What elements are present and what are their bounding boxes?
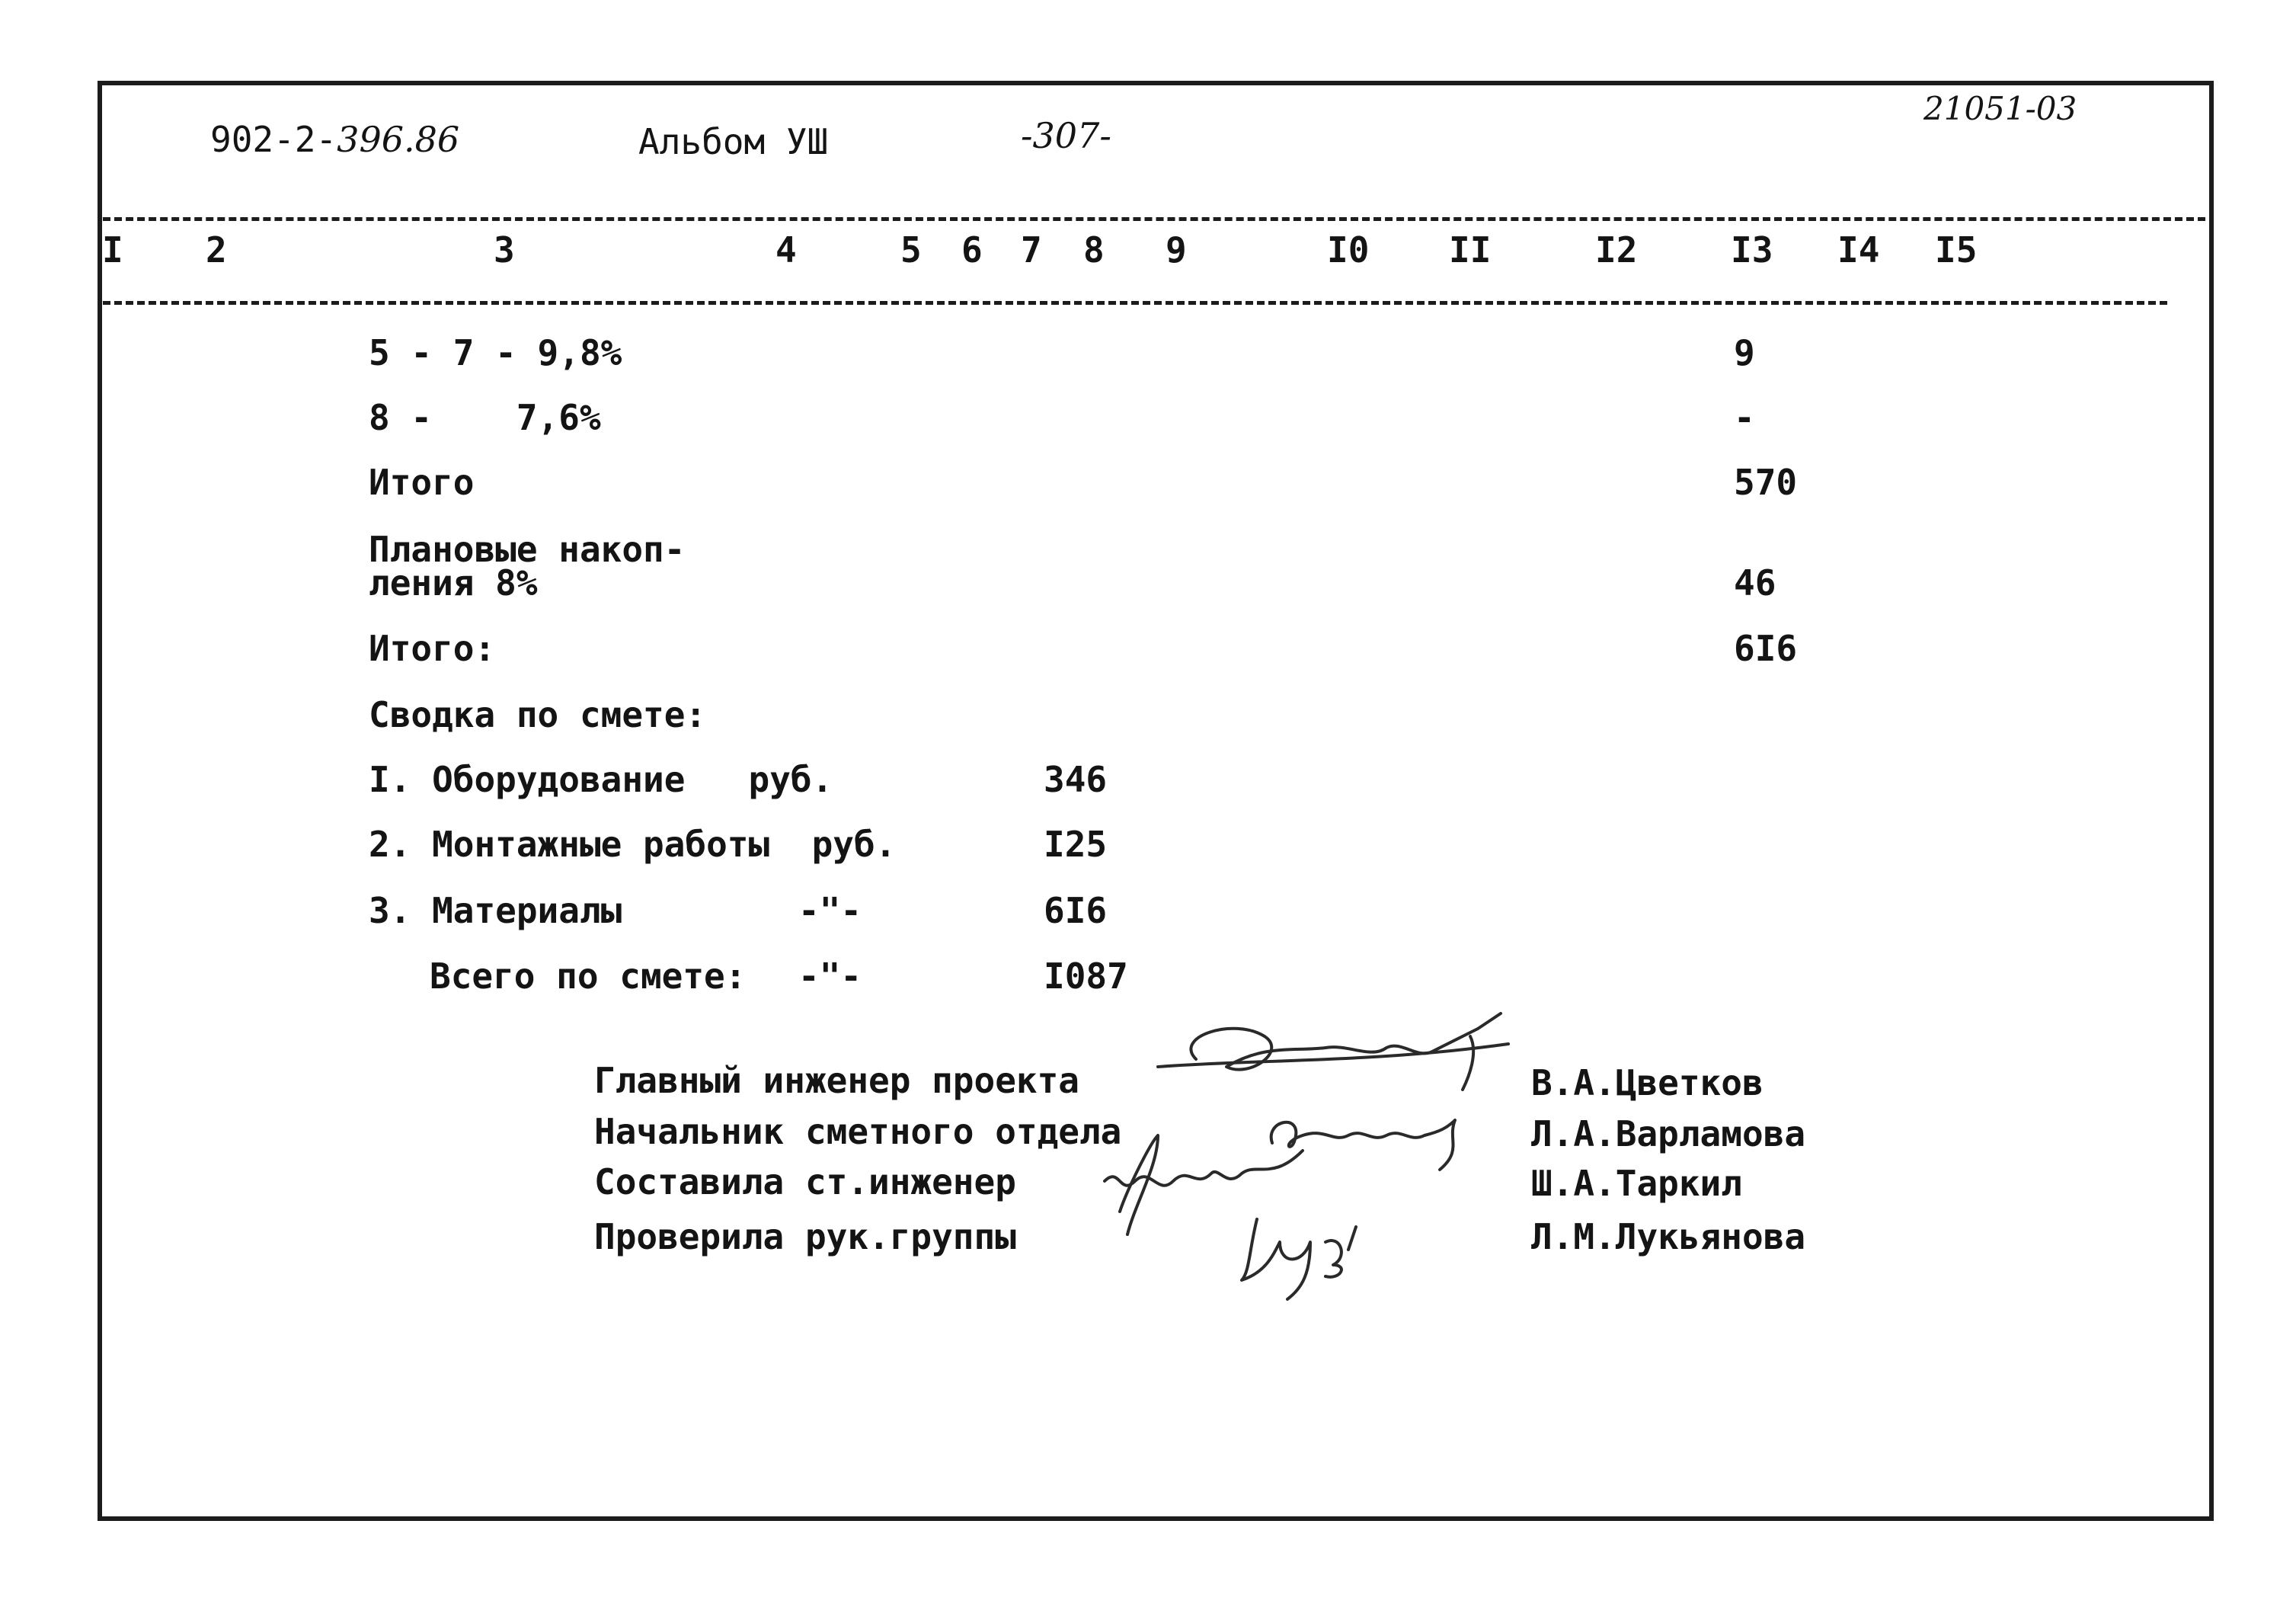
sheet-code: 21051-03 (1923, 90, 2077, 127)
summary-item-1-label: I. Оборудование руб. (369, 759, 833, 800)
row-label-2: 8 - 7,6% (369, 397, 601, 438)
signature-name-2: Л.А.Варламова (1531, 1113, 1806, 1154)
signature-role-2: Начальник сметного отдела (594, 1111, 1122, 1152)
row-label-4-line2: ления 8% (369, 562, 538, 604)
summary-item-2-value: I25 (1044, 824, 1108, 865)
col-header-11: II (1449, 229, 1492, 271)
project-code (210, 119, 460, 160)
col-header-4: 4 (775, 229, 797, 271)
summary-item-2-label: 2. Монтажные работы руб. (369, 824, 897, 865)
signature-role-1: Главный инженер проекта (594, 1060, 1079, 1101)
signature-name-1: В.А.Цветков (1531, 1062, 1764, 1103)
row-value-4: 46 (1734, 562, 1776, 604)
col-header-6: 6 (961, 229, 983, 271)
row-value-1: 9 (1734, 332, 1755, 373)
col-header-3: 3 (494, 229, 515, 271)
row-value-2: - (1734, 397, 1755, 438)
col-header-12: I2 (1595, 229, 1638, 271)
row-label-3: Итого (369, 462, 475, 503)
summary-item-3-value: 6I6 (1044, 890, 1108, 931)
col-header-13: I3 (1731, 229, 1773, 271)
row-value-5: 6I6 (1734, 628, 1798, 669)
header-divider-top (103, 217, 2205, 221)
col-header-5: 5 (900, 229, 922, 271)
header-divider-bottom (103, 301, 2167, 305)
col-header-14: I4 (1837, 229, 1880, 271)
project-code-handwritten: 396.86 (337, 119, 460, 160)
col-header-1: I (102, 229, 123, 271)
summary-title: Сводка по смете: (369, 694, 707, 735)
col-header-8: 8 (1083, 229, 1105, 271)
page-number: -307- (1021, 115, 1111, 156)
document-sheet (98, 81, 2214, 1521)
signature-role-4: Проверила рук.группы (594, 1216, 1016, 1257)
summary-total-label: Всего по смете: (430, 956, 747, 997)
row-value-3: 570 (1734, 462, 1798, 503)
col-header-7: 7 (1021, 229, 1042, 271)
project-code-prefix: 902-2- (210, 119, 337, 160)
col-header-2: 2 (206, 229, 227, 271)
col-header-10: I0 (1327, 229, 1370, 271)
signature-name-4: Л.М.Лукьянова (1531, 1216, 1806, 1257)
col-header-15: I5 (1935, 229, 1978, 271)
summary-item-3-unit: -"- (798, 890, 862, 931)
col-header-9: 9 (1166, 229, 1187, 271)
summary-item-3-label: 3. Материалы (369, 890, 622, 931)
album-label: Альбом УШ (638, 121, 829, 162)
row-label-5: Итого: (369, 628, 496, 669)
row-label-1: 5 - 7 - 9,8% (369, 332, 622, 373)
row-label-4-line1: Плановые накоп- (369, 529, 686, 570)
signature-chief-engineer (1143, 1006, 1524, 1105)
signature-role-3: Составила ст.инженер (594, 1161, 1016, 1202)
signature-name-3: Ш.А.Таркил (1531, 1163, 1742, 1204)
summary-total-value: I087 (1044, 956, 1128, 997)
signature-group-lead (1234, 1204, 1386, 1303)
summary-total-unit: -"- (798, 956, 862, 997)
summary-item-1-value: 346 (1044, 759, 1108, 800)
